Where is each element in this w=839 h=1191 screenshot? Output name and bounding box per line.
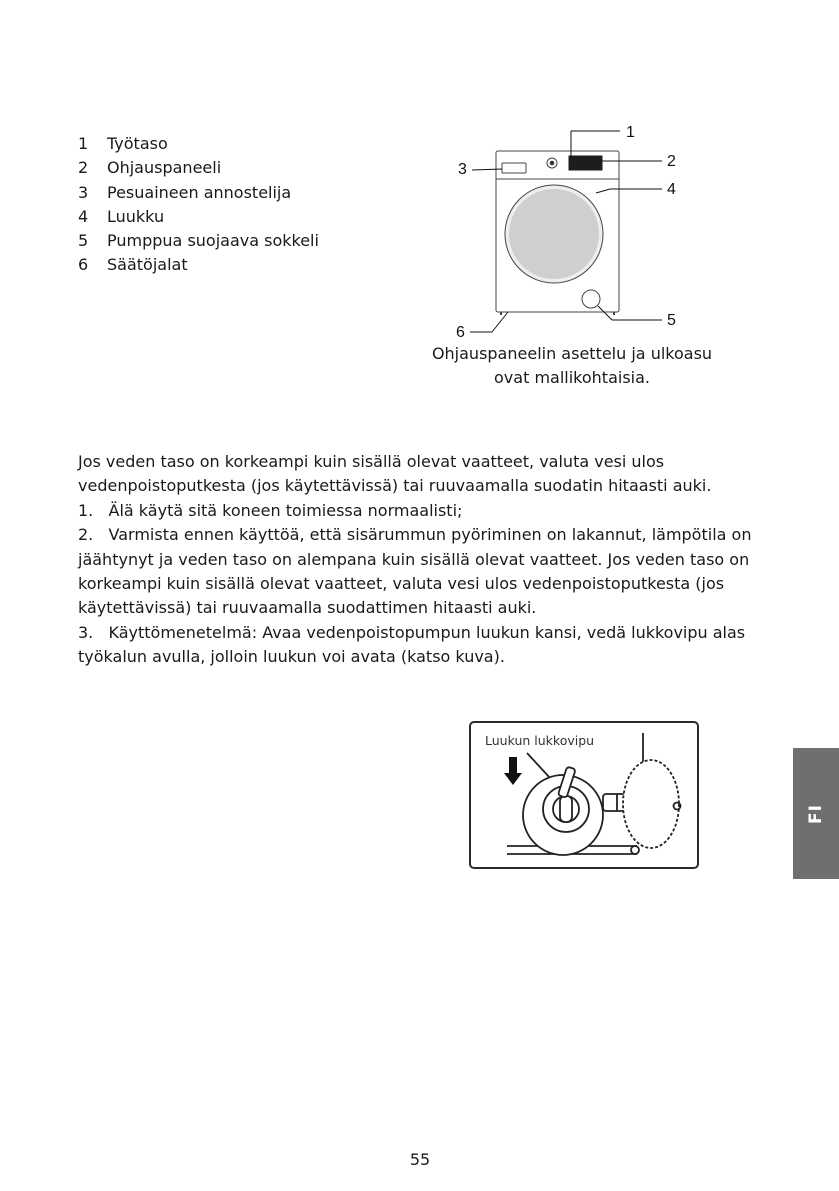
callout-3: 3	[458, 161, 467, 178]
callout-5: 5	[667, 312, 676, 329]
item-number: 4	[78, 206, 89, 226]
item-label: Ohjauspaneeli	[107, 158, 222, 178]
intro-paragraph: Jos veden taso on korkeampi kuin sisällä olevat vaatteet, valuta vesi ulos vedenpoistoputkesta (jos käytettävissä) tai ruuvaamalla suodatin hitaasti auki.	[78, 452, 712, 496]
callout-4: 4	[667, 181, 676, 198]
list-item	[78, 253, 319, 277]
item-label: Säätöjalat	[107, 255, 188, 275]
item-number: 1	[78, 134, 89, 153]
pump-cover	[582, 290, 600, 308]
language-tab-label: FI	[806, 803, 826, 824]
page-number: 55	[409, 1150, 431, 1169]
list-item	[78, 156, 319, 180]
list-item	[78, 181, 319, 205]
language-tab	[793, 748, 839, 879]
item-number: 6	[78, 255, 89, 275]
figure-caption	[400, 342, 744, 390]
item-number: 5	[78, 231, 89, 251]
callout-1: 1	[626, 124, 635, 141]
callout-2: 2	[667, 153, 676, 170]
list-item	[78, 132, 319, 156]
parts-list	[78, 132, 319, 278]
washing-machine-diagram	[440, 118, 700, 346]
item-label: Luukku	[107, 206, 165, 226]
item-label: Pesuaineen annostelija	[107, 182, 292, 202]
list-item	[78, 205, 319, 229]
item-label: Pumppua suojaava sokkeli	[107, 231, 319, 251]
pump-door-illustration	[469, 721, 699, 869]
door-glass	[509, 189, 599, 279]
list-item	[78, 229, 319, 253]
pump-cover	[623, 760, 679, 848]
control-display	[569, 156, 602, 170]
step-2: 2. Varmista ennen käyttöä, että sisärummun pyöriminen on lakannut, lämpötila on jäähtynyt ja veden taso on alempana kuin sisällä olevat vaatteet. Jos veden taso on korkeampi kuin sisällä olevat vaatteet, valuta vesi ulos vedenpoistoputkesta (jos käytettävissä) tai ruuvaamalla suodattimen hitaasti auki.	[78, 525, 752, 618]
callout-6: 6	[456, 324, 465, 341]
item-number: 2	[78, 158, 89, 178]
item-number: 3	[78, 182, 89, 202]
arrow-down-icon	[504, 757, 522, 785]
drain-instructions	[78, 450, 768, 670]
step-3: 3. Käyttömenetelmä: Avaa vedenpoistopumpun luukun kansi, vedä lukkovipu alas työkalun avulla, jolloin luukun voi avata (katso kuva).	[78, 622, 746, 667]
item-label: Työtaso	[107, 134, 168, 153]
caption-line-1: Ohjauspaneelin asettelu ja ulkoasu	[431, 344, 713, 363]
caption-line-2: ovat mallikohtaisia.	[494, 368, 650, 387]
lock-lever-label: Luukun lukkovipu	[485, 733, 595, 748]
step-1: 1. Älä käytä sitä koneen toimiessa normaalisti;	[78, 500, 463, 520]
